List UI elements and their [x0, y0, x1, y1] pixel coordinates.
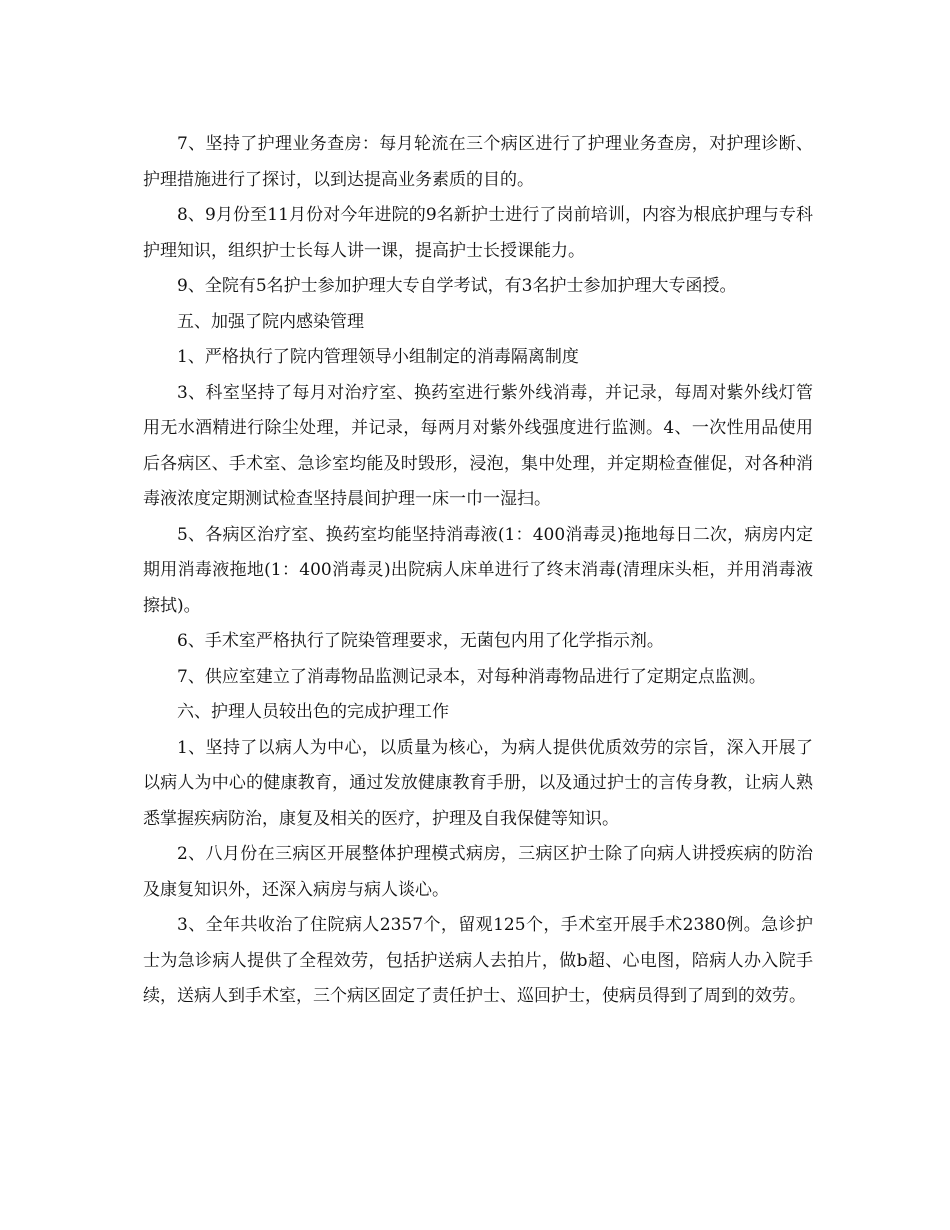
document-body — [143, 127, 813, 1015]
paragraph-floor-disinfection: 5、各病区治疗室、换药室均能坚持消毒液(1：400消毒灵)拖地每日二次，病房内定期用消毒液拖地(1：400消毒灵)出院病人床单进行了终末消毒(清理床头柜，并用消毒液擦拭)。 — [143, 524, 813, 616]
paragraph-holistic-care: 2、八月份在三病区开展整体护理模式病房，三病区护士除了向病人讲授疾病的防治及康复知识外，还深入病房与病人谈心。 — [143, 844, 813, 900]
paragraph-uv-disinfection: 3、科室坚持了每月对治疗室、换药室进行紫外线消毒，并记录，每周对紫外线灯管用无水酒精进行除尘处理，并记录，每两月对紫外线强度进行监测。4、一次性用品使用后各病区、手术室、急诊室均能及时毁形，浸泡，集中处理，并定期检查催促，对各种消毒液浓度定期测试检查坚持晨间护理一床一巾一湿扫。 — [143, 382, 813, 509]
section-heading-nursing-work: 六、护理人员较出色的完成护理工作 — [177, 702, 449, 722]
paragraph-nurse-education: 9、全院有5名护士参加护理大专自学考试，有3名护士参加护理大专函授。 — [177, 276, 737, 296]
paragraph-patient-centered: 1、坚持了以病人为中心，以质量为核心，为病人提供优质效劳的宗旨，深入开展了以病人为中心的健康教育，通过发放健康教育手册，以及通过护士的言传身教，让病人熟悉掌握疾病防治，康复及相关的医疗，护理及自我保健等知识。 — [143, 737, 813, 829]
section-heading-infection-control: 五、加强了院内感染管理 — [177, 311, 364, 332]
paragraph-operating-room: 6、手术室严格执行了院染管理要求，无菌包内用了化学指示剂。 — [177, 631, 664, 651]
paragraph-ward-rounds: 7、坚持了护理业务查房：每月轮流在三个病区进行了护理业务查房，对护理诊断、护理措施进行了探讨，以到达提高业务素质的目的。 — [143, 134, 813, 190]
paragraph-disinfection-policy: 1、严格执行了院内管理领导小组制定的消毒隔离制度 — [177, 347, 579, 367]
paragraph-new-nurse-training: 8、9月份至11月份对今年进院的9名新护士进行了岗前培训，内容为根底护理与专科护理知识，组织护士长每人讲一课，提高护士长授课能力。 — [143, 205, 813, 261]
paragraph-supply-room: 7、供应室建立了消毒物品监测记录本，对每种消毒物品进行了定期定点监测。 — [177, 666, 766, 687]
paragraph-annual-statistics: 3、全年共收治了住院病人2357个，留观125个，手术室开展手术2380例。急诊护士为急诊病人提供了全程效劳，包括护送病人去拍片，做b超、心电图，陪病人办入院手续，送病人到手术室，三个病区固定了责任护士、巡回护士，使病员得到了周到的效劳。 — [143, 915, 813, 1006]
